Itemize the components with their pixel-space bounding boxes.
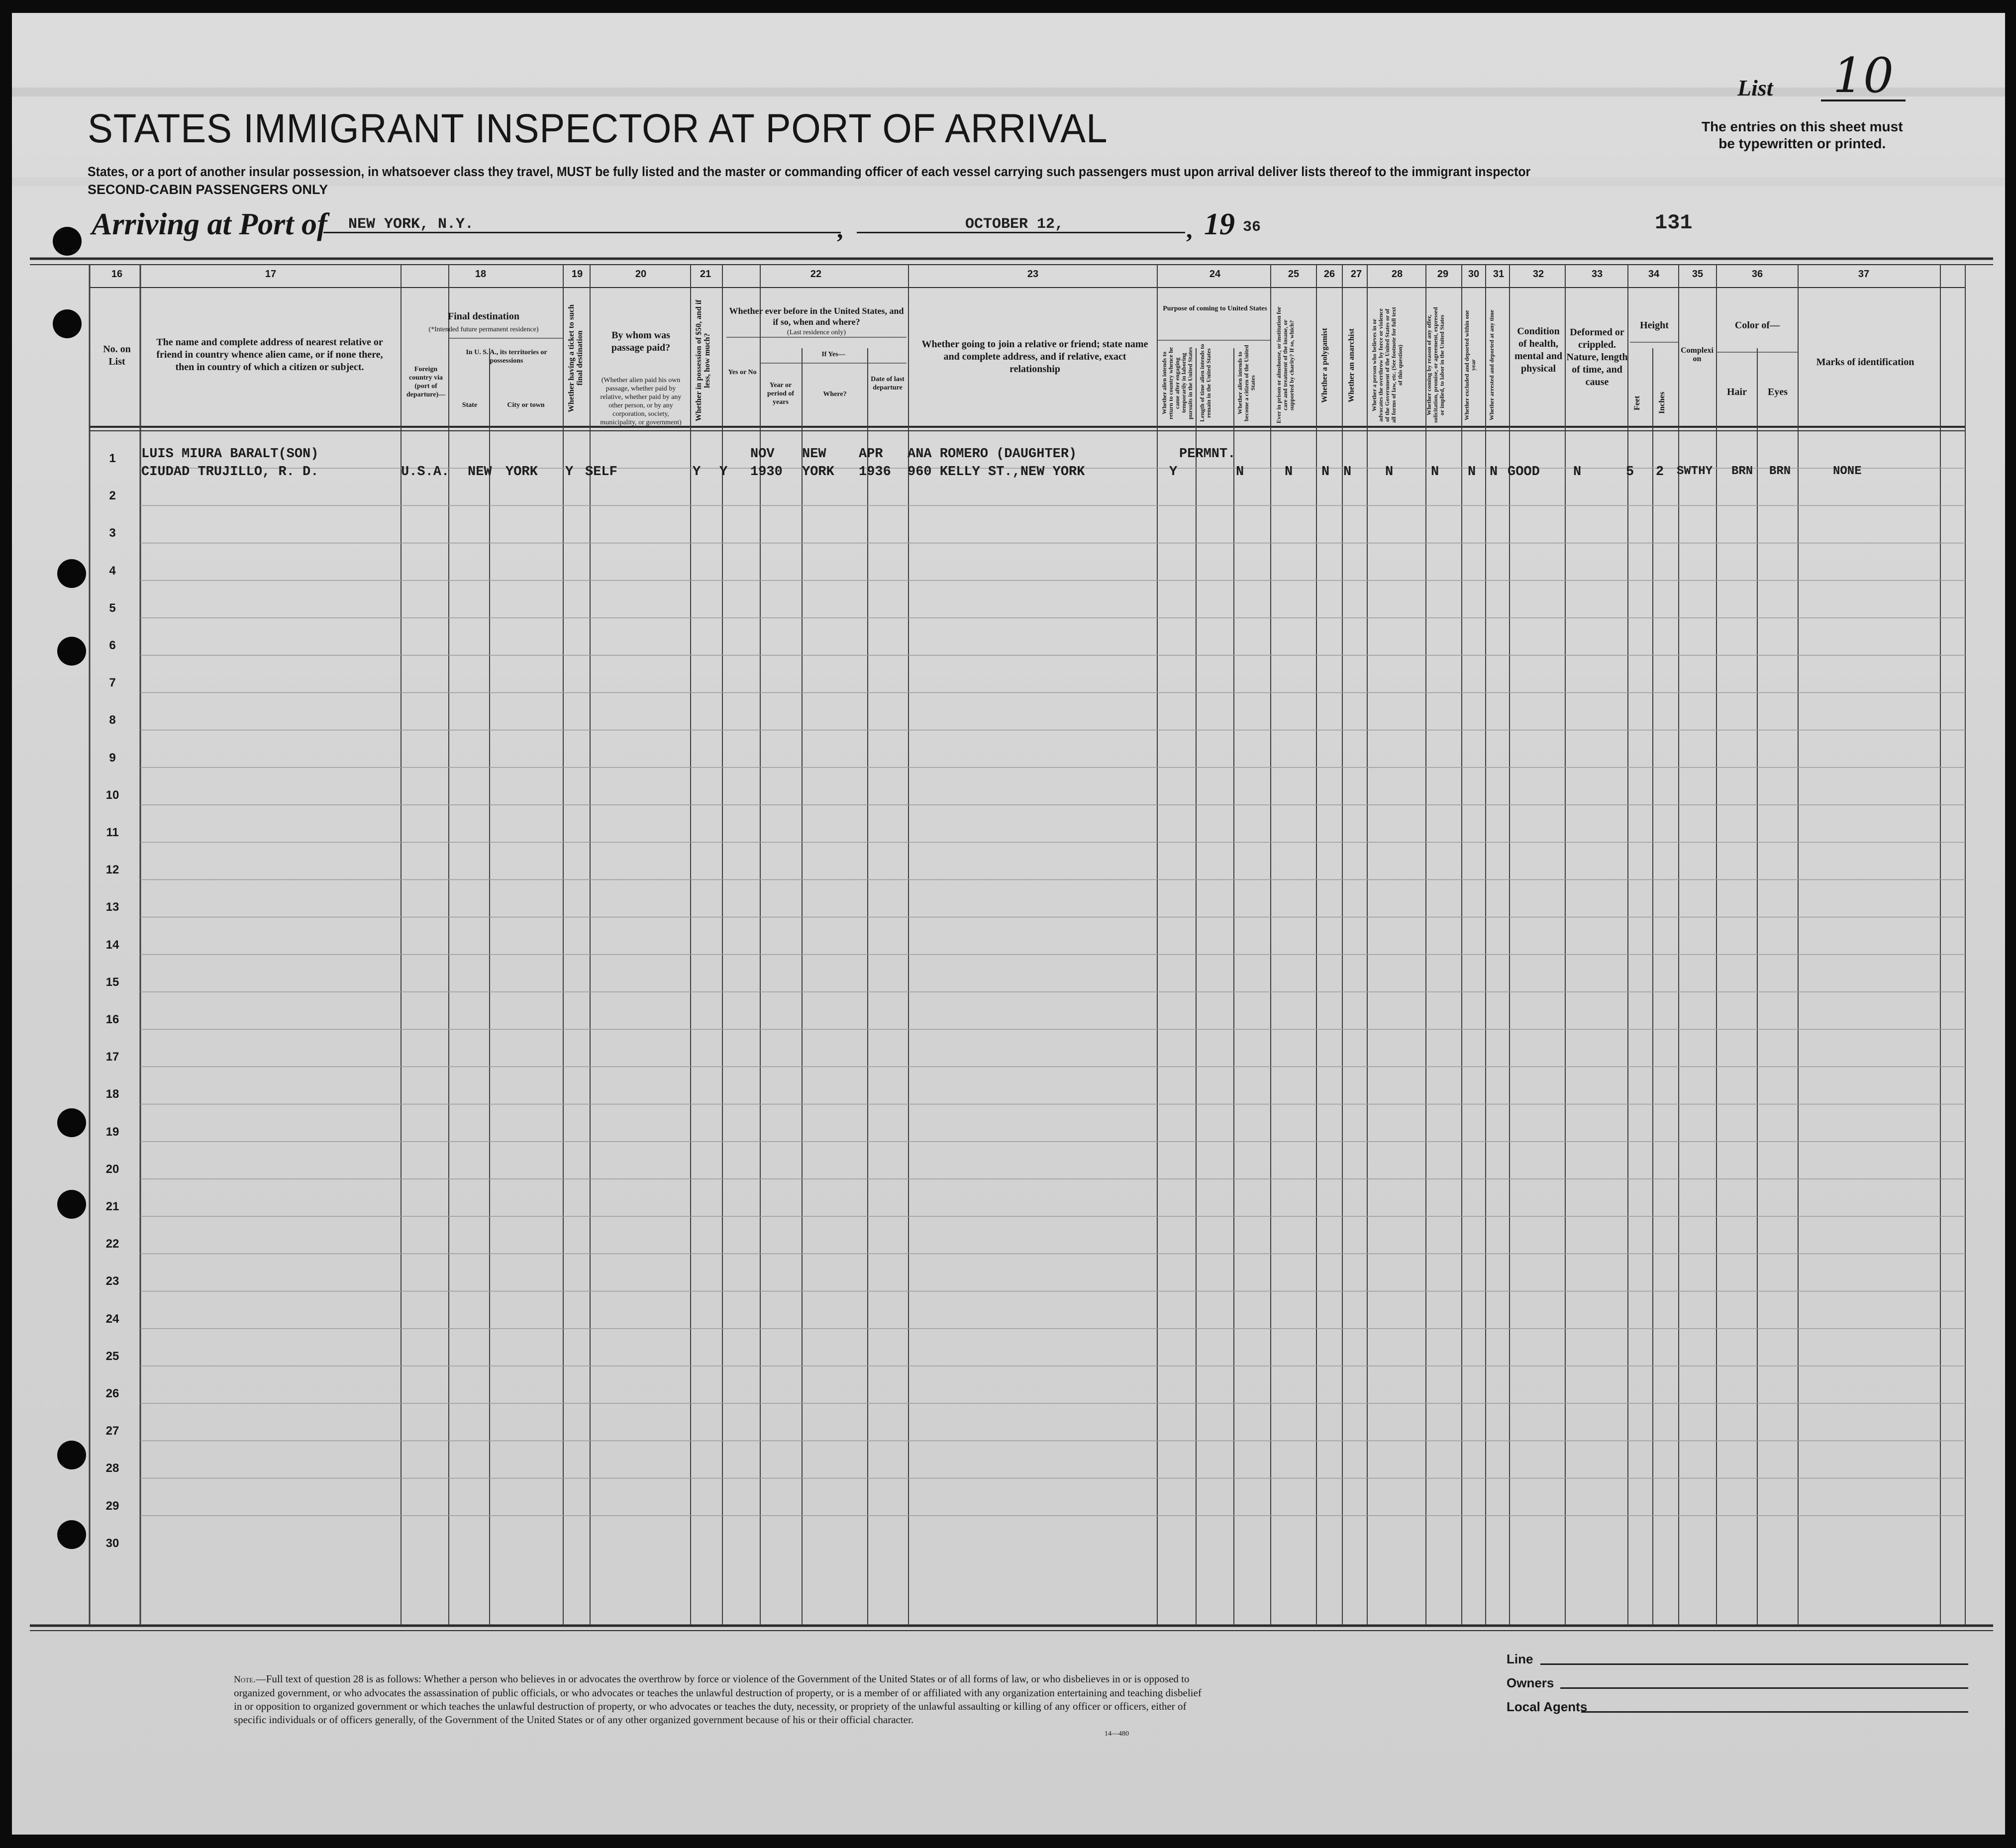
- row1-hair: BRN: [1731, 465, 1753, 478]
- row1-return: Y: [1169, 465, 1178, 480]
- row-number: 5: [109, 601, 116, 615]
- line-label: Line: [1507, 1652, 1533, 1666]
- row1-eyes: BRN: [1769, 465, 1791, 478]
- header-health: Condition of health, mental and physical: [1514, 326, 1563, 374]
- form-code: 14—480: [1105, 1730, 1129, 1738]
- header-citizen-intent: Whether alien intends to become a citizen of the United States: [1236, 345, 1256, 421]
- row-number: 30: [105, 1536, 119, 1550]
- column-number: 24: [1209, 269, 1221, 280]
- header-where: Where?: [823, 390, 847, 398]
- row1-ticket: Y: [565, 465, 574, 480]
- owners-signature-line: [1560, 1687, 1968, 1689]
- row-number: 9: [109, 751, 116, 765]
- row1-foreign-country: U.S.A.: [401, 465, 450, 480]
- agents-signature-line: [1581, 1711, 1968, 1713]
- row-number: 19: [105, 1125, 119, 1139]
- row-number: 3: [109, 526, 116, 540]
- header-excluded: Whether excluded and deported within one year: [1463, 310, 1477, 420]
- header-inches: Inches: [1658, 391, 1666, 414]
- row1-state: NEW: [468, 465, 492, 480]
- row-number: 13: [105, 900, 119, 914]
- entries-note-line: The entries on this sheet must: [1702, 119, 1903, 134]
- column-number: 17: [265, 269, 277, 280]
- header-color-of: Color of—: [1734, 320, 1780, 331]
- row1-length: PERMNT.: [1179, 447, 1236, 462]
- column-number: 18: [475, 269, 487, 280]
- arriving-label: Arriving at Port of: [92, 207, 327, 241]
- header-final-destination-note: (*Intended future permanent residence): [428, 326, 539, 333]
- header-join-relative: Whether going to join a relative or friend; state name and complete address, and if relative, exact relationship: [921, 339, 1148, 375]
- header-ever-before-note: (Last residence only): [787, 329, 846, 336]
- column-number: 33: [1591, 269, 1603, 280]
- header-length-stay: Length of time alien intends to remain in the United States: [1199, 344, 1212, 422]
- row-number: 24: [105, 1312, 119, 1326]
- row-number: 14: [105, 938, 119, 952]
- header-prison: Ever in prison or almshouse, or institution for care and treatment of the insane, or supported by charity? If so, which?: [1275, 306, 1295, 424]
- row1-where-line2: YORK: [802, 465, 834, 480]
- row-number: 10: [105, 788, 119, 802]
- header-anarchist: Whether an anarchist: [1347, 328, 1356, 403]
- column-number: 36: [1751, 269, 1763, 280]
- header-in-usa: In U. S. A., its territories or possessions: [466, 349, 547, 365]
- header-foreign-country: Foreign country via (port of departure)—: [406, 366, 446, 398]
- row1-excluded: N: [1468, 465, 1476, 480]
- header-ever-before: Whether ever before in the United States, and if so, when and where?: [729, 306, 904, 327]
- owners-label: Owners: [1507, 1675, 1554, 1690]
- header-passage-note: (Whether alien paid his own passage, whether paid by relative, whether paid by any other person, or by any corporation, society, municipality, or government): [600, 377, 682, 426]
- row1-year-line2: 1930: [750, 465, 783, 480]
- header-last-departure: Date of last departure: [871, 376, 905, 391]
- row1-inches: 2: [1656, 465, 1664, 480]
- list-label: List: [1737, 75, 1773, 100]
- column-number: 37: [1858, 269, 1870, 280]
- header-overthrow: Whether a person who believes in or advocates the overthrow by force or violence of the Government of the United States or of all forms of law, etc. (See footnote for full text of this question): [1371, 307, 1404, 423]
- agents-label: Local Agents: [1507, 1699, 1588, 1714]
- stamp-number: 131: [1655, 211, 1693, 235]
- header-fifty-dollars: Whether in possession of $50, and if less, how much?: [695, 299, 711, 422]
- row-number: 28: [105, 1461, 119, 1475]
- row-number: 22: [105, 1237, 119, 1251]
- column-number: 31: [1493, 269, 1505, 280]
- row-number: 21: [105, 1200, 119, 1213]
- row1-join-line1: ANA ROMERO (DAUGHTER): [907, 447, 1077, 462]
- form-title: STATES IMMIGRANT INSPECTOR AT PORT OF ARRIVAL: [88, 106, 1108, 151]
- header-return-intent: Whether alien intends to return to country whence he came after engaging temporarily in laboring pursuits in the United States: [1161, 347, 1194, 419]
- header-height: Height: [1640, 320, 1669, 331]
- row-number: 12: [105, 863, 119, 877]
- row-number: 26: [105, 1387, 119, 1400]
- row-number: 17: [105, 1050, 119, 1064]
- header-feet: Feet: [1633, 395, 1641, 410]
- header-polygamist: Whether a polygamist: [1320, 328, 1329, 403]
- row-number: 7: [109, 676, 116, 690]
- column-number: 32: [1532, 269, 1544, 280]
- entries-note-line: be typewritten or printed.: [1718, 136, 1886, 151]
- column-number: 23: [1027, 269, 1039, 280]
- row1-polygamist: N: [1321, 465, 1330, 480]
- row1-offer: N: [1431, 465, 1439, 480]
- passenger-class: SECOND-CABIN PASSENGERS ONLY: [88, 182, 328, 197]
- column-number: 30: [1468, 269, 1480, 280]
- header-purpose: Purpose of coming to United States: [1163, 305, 1267, 312]
- row1-fifty: Y: [693, 465, 701, 480]
- row1-paid-by: SELF: [585, 465, 617, 480]
- row1-marks: NONE: [1833, 465, 1862, 478]
- row1-departure-line2: 1936: [859, 465, 891, 480]
- row1-prison: N: [1285, 465, 1293, 480]
- header-hair: Hair: [1727, 387, 1747, 397]
- row-number: 4: [109, 564, 116, 578]
- row1-anarchist: N: [1343, 465, 1352, 480]
- row-number: 18: [105, 1087, 119, 1101]
- row-number: 23: [105, 1274, 119, 1288]
- header-marks: Marks of identification: [1816, 357, 1915, 368]
- row-number: 29: [105, 1499, 119, 1513]
- column-number: 19: [571, 269, 583, 280]
- row1-year-line1: NOV: [750, 447, 775, 462]
- row-number: 2: [109, 489, 116, 503]
- footnote-text: —Full text of question 28 is as follows: Whether a person who believes in or advocates the overthrow by force or violence of the Government of the United States or of all forms of law, or who disbelieves in or is opposed to organized government, or who advocates the assassination of public officials, or who advocates or teaches the unlawful destruction of property, or is a member of or affiliated with any organization entertaining and teaching disbelief in or opposition to organized government or which teaches the unlawful destruction of property, or who advocates or teaches the duty, necessity, or propriety of the unlawful assaulting or killing of any officer or officers, either of specific individuals or of officers generally, of the Government of the United States or of any other organized government because of his or their official character.: [234, 1673, 1202, 1726]
- footnote-question-28: [234, 1672, 1209, 1727]
- comma: ,: [1186, 215, 1193, 243]
- column-number: 29: [1437, 269, 1449, 280]
- line-signature-line: [1540, 1663, 1968, 1665]
- row-number: 16: [105, 1013, 119, 1026]
- column-number: 27: [1350, 269, 1362, 280]
- row-number: 20: [105, 1162, 119, 1176]
- header-passage-paid: By whom was passage paid?: [611, 330, 671, 353]
- row1-deformed: N: [1573, 465, 1582, 480]
- port-value: NEW YORK, N.Y.: [348, 216, 474, 233]
- list-number: 10: [1821, 50, 1906, 101]
- row-number: 15: [105, 975, 119, 989]
- row1-relative-line2: CIUDAD TRUJILLO, R. D.: [141, 465, 319, 480]
- row1-departure-line1: APR: [859, 447, 883, 462]
- row1-feet: 5: [1626, 465, 1634, 480]
- header-ticket: Whether having a ticket to such final destination: [567, 304, 584, 412]
- row-number: 6: [109, 639, 116, 652]
- date-value: OCTOBER 12,: [965, 216, 1064, 233]
- header-if-yes: If Yes—: [821, 351, 845, 358]
- column-number: 16: [111, 269, 123, 280]
- row1-where-line1: NEW: [802, 447, 826, 462]
- header-offer-labor: Whether coming by reason of any offer, solicitation, promise, or agreement, expressed or implied, to labor in the United States: [1425, 307, 1445, 423]
- header-relative: The name and complete address of nearest relative or friend in country whence alien came, or if none there, then in country of which a citizen or subject.: [156, 337, 383, 373]
- header-no-on-list: No. on List: [103, 344, 131, 367]
- row1-relative-line1: LUIS MIURA BARALT(SON): [141, 447, 319, 462]
- row1-arrested: N: [1490, 465, 1498, 480]
- column-number: 35: [1692, 269, 1704, 280]
- row-number: 1: [109, 452, 116, 465]
- column-number: 22: [810, 269, 822, 280]
- row1-complexion: SWTHY: [1677, 465, 1713, 478]
- comma: ,: [837, 215, 843, 243]
- header-year-period: Year or period of years: [767, 382, 795, 406]
- header-city: City or town: [507, 401, 545, 409]
- header-final-destination: Final destination: [448, 311, 519, 322]
- row1-citizen: N: [1236, 465, 1244, 480]
- header-state: State: [462, 401, 478, 409]
- header-deformed: Deformed or crippled. Nature, length of time, and cause: [1566, 327, 1628, 388]
- column-number: 28: [1391, 269, 1403, 280]
- form-subtitle: States, or a port of another insular possession, in whatsoever class they travel, MUST be fully listed and the master or commanding officer of each vessel carrying such passengers must upon arrival deliver lists thereof to the immigrant inspector: [88, 164, 1531, 179]
- row-number: 25: [105, 1349, 119, 1363]
- year-prefix: 19: [1204, 207, 1235, 241]
- row1-before-yes: Y: [719, 465, 728, 480]
- row-number: 11: [106, 826, 119, 839]
- row1-health: GOOD: [1508, 465, 1540, 480]
- row1-city: YORK: [505, 465, 538, 480]
- header-arrested: Whether arrested and deported at any time: [1488, 309, 1495, 421]
- header-yes-no: Yes or No: [728, 369, 757, 376]
- row-number: 27: [105, 1424, 119, 1438]
- row-number: 8: [109, 713, 116, 727]
- column-number: 26: [1323, 269, 1335, 280]
- row1-join-line2: 960 KELLY ST.,NEW YORK: [907, 465, 1085, 480]
- year-suffix: 36: [1243, 219, 1261, 236]
- header-eyes: Eyes: [1768, 387, 1788, 397]
- header-complexion: Complexion: [1681, 346, 1714, 363]
- column-number: 20: [635, 269, 647, 280]
- column-number: 21: [700, 269, 711, 280]
- row1-overthrow: N: [1385, 465, 1394, 480]
- column-number: 34: [1648, 269, 1660, 280]
- footnote-label: Note.: [234, 1674, 256, 1685]
- column-number: 25: [1288, 269, 1300, 280]
